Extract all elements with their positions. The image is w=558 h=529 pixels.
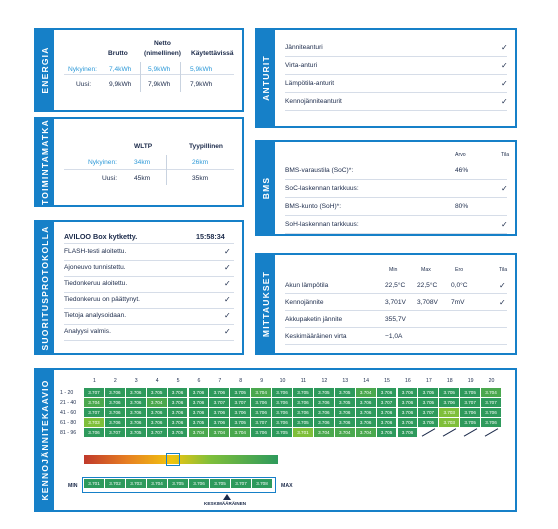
voltage-cell: 3.706 — [189, 388, 209, 397]
check-icon: ✓ — [224, 247, 231, 256]
protokolla-divider — [64, 340, 234, 341]
suoritusprotokolla-side-label — [36, 222, 54, 353]
energia-row-new-kaytettavissa: 7,9kWh — [190, 81, 213, 88]
voltage-cell: 3.706 — [272, 388, 292, 397]
bms-col-arvo: Arvo — [455, 152, 466, 158]
kennojannitekaavio-title: KENNOJÄNNITEKAAVIO — [40, 379, 50, 501]
voltage-cell: 3.706 — [293, 408, 313, 417]
check-icon: ✓ — [501, 97, 508, 106]
gradient-highlight — [166, 453, 180, 466]
voltage-cell: 3.706 — [377, 418, 397, 427]
voltage-cell: 3.706 — [335, 408, 355, 417]
voltage-cell: 3.706 — [84, 428, 104, 437]
voltage-cell: 3.706 — [439, 398, 459, 407]
voltage-cell: 3.701 — [293, 428, 313, 437]
voltage-cell-empty — [422, 428, 435, 436]
anturit-divider — [285, 110, 507, 111]
voltage-row-label: 1 - 20 — [60, 390, 74, 396]
voltage-cell: 3.706 — [251, 398, 271, 407]
mittaukset-col-max: Max — [421, 267, 431, 273]
scale-value: 3.703 — [126, 479, 146, 488]
scale-value: 3.706 — [189, 479, 209, 488]
toimintamatka-title: TOIMINTAMATKA — [40, 119, 50, 205]
voltage-cell: 3.707 — [377, 398, 397, 407]
mittaukset-divider — [285, 310, 507, 311]
voltage-cell: 3.704 — [251, 388, 271, 397]
voltage-column-header: 12 — [321, 378, 328, 384]
protokolla-divider — [64, 308, 234, 309]
energia-row-new-brutto: 9,9kWh — [109, 81, 132, 88]
check-icon: ✓ — [499, 281, 506, 290]
mittaukset-row-max: 3,708V — [417, 299, 438, 306]
voltage-cell: 3.706 — [481, 408, 501, 417]
energia-col-brutto: Brutto — [108, 50, 128, 57]
voltage-cell: 3.707 — [460, 398, 480, 407]
voltage-cell: 3.706 — [377, 408, 397, 417]
voltage-cell: 3.706 — [272, 418, 292, 427]
voltage-cell: 3.706 — [398, 388, 418, 397]
toimintamatka-divider — [64, 169, 234, 170]
voltage-cell: 3.706 — [314, 398, 334, 407]
voltage-cell: 3.705 — [293, 388, 313, 397]
voltage-cell: 3.705 — [418, 388, 438, 397]
voltage-cell: 3.706 — [189, 398, 209, 407]
scale-value: 3.705 — [168, 479, 188, 488]
toimintamatka-panel — [34, 117, 244, 207]
bms-side-label — [257, 142, 275, 234]
voltage-cell: 3.706 — [398, 408, 418, 417]
mittaukset-row-min: −1,0A — [385, 333, 403, 340]
voltage-cell: 3.706 — [168, 398, 188, 407]
mittaukset-row-max: 22,5°C — [417, 282, 438, 289]
energia-row-current-brutto: 7,4kWh — [109, 66, 132, 73]
voltage-cell: 3.706 — [209, 418, 229, 427]
check-icon: ✓ — [224, 327, 231, 336]
voltage-cell: 3.705 — [418, 398, 438, 407]
gradient-bar — [84, 455, 278, 464]
voltage-column-header: 17 — [425, 378, 432, 384]
voltage-cell-empty — [464, 428, 477, 436]
energia-col-netto-sub: (nimellinen) — [144, 50, 181, 57]
voltage-column-header: 8 — [239, 378, 243, 384]
voltage-column-header: 11 — [300, 378, 307, 384]
mittaukset-row-label: Keskimääräinen virta — [285, 333, 347, 340]
voltage-cell: 3.705 — [314, 388, 334, 397]
voltage-cell: 3.705 — [189, 418, 209, 427]
protokolla-divider — [64, 276, 234, 277]
energia-row-current-netto: 5,9kWh — [148, 66, 171, 73]
voltage-cell: 3.706 — [251, 408, 271, 417]
check-icon: ✓ — [501, 184, 508, 193]
voltage-cell: 3.706 — [105, 398, 125, 407]
mittaukset-row-label: Kennojännite — [285, 299, 324, 306]
check-icon: ✓ — [501, 220, 508, 229]
voltage-cell: 3.706 — [147, 408, 167, 417]
mittaukset-side-label — [257, 255, 275, 353]
check-icon: ✓ — [224, 295, 231, 304]
check-icon: ✓ — [499, 298, 506, 307]
voltage-cell: 3.704 — [356, 428, 376, 437]
bms-row-label: BMS-kunto (SoH)*: — [285, 203, 342, 210]
voltage-cell: 3.706 — [356, 408, 376, 417]
mittaukset-row-min: 22,5°C — [385, 282, 406, 289]
protokolla-item: Tiedonkeruu on päättynyt. — [64, 296, 140, 303]
bms-col-tila: Tila — [501, 152, 510, 158]
voltage-cell: 3.704 — [84, 398, 104, 407]
voltage-cell: 3.704 — [356, 388, 376, 397]
suoritusprotokolla-title: SUORITUSPROTOKOLLA — [40, 225, 50, 350]
voltage-cell: 3.706 — [398, 398, 418, 407]
voltage-column-header: 16 — [405, 378, 411, 384]
voltage-cell: 3.706 — [272, 398, 292, 407]
scale-value: 3.708 — [252, 479, 272, 488]
voltage-column-header: 9 — [260, 378, 264, 384]
voltage-column-header: 13 — [342, 378, 349, 384]
voltage-cell: 3.704 — [147, 398, 167, 407]
voltage-cell-empty — [443, 428, 456, 436]
protokolla-item: Analyysi valmis. — [64, 328, 111, 335]
voltage-column-header: 6 — [197, 378, 201, 384]
protokolla-item: Tietoja analysoidaan. — [64, 312, 127, 319]
voltage-cell: 3.706 — [356, 398, 376, 407]
voltage-cell: 3.706 — [168, 418, 188, 427]
check-icon: ✓ — [224, 279, 231, 288]
bms-row-label: BMS-varaustila (SoC)*: — [285, 167, 354, 174]
scale-value: 3.702 — [105, 479, 125, 488]
scale-min-label: MIN — [68, 483, 78, 489]
toimintamatka-row-current-label: Nykyinen: — [88, 159, 117, 166]
bms-row-label: SoH-laskennan tarkkuus: — [285, 221, 359, 228]
scale-value: 3.705 — [210, 479, 230, 488]
voltage-column-header: 2 — [113, 378, 117, 384]
mittaukset-row-label: Akkupaketin jännite — [285, 316, 343, 323]
voltage-cell: 3.706 — [105, 388, 125, 397]
voltage-cell: 3.704 — [189, 428, 209, 437]
bms-divider — [285, 179, 507, 180]
protokolla-time: 15:58:34 — [196, 232, 225, 241]
toimintamatka-row-new-wltp: 45km — [134, 175, 151, 182]
voltage-cell: 3.706 — [209, 388, 229, 397]
toimintamatka-col-typ: Tyypillinen — [189, 143, 223, 150]
voltage-cell: 3.705 — [147, 388, 167, 397]
mittaukset-row-label: Akun lämpötila — [285, 282, 329, 289]
voltage-column-header: 18 — [446, 378, 453, 384]
mittaukset-col-min: Min — [389, 267, 398, 273]
voltage-cell: 3.706 — [251, 428, 271, 437]
energia-col-kaytettavissa: Käytettävissä — [191, 50, 234, 57]
energia-row-current-kaytettavissa: 5,9kWh — [190, 66, 213, 73]
voltage-cell: 3.707 — [209, 398, 229, 407]
voltage-column-header: 4 — [155, 378, 159, 384]
bms-title: BMS — [261, 176, 271, 200]
anturit-divider — [285, 92, 507, 93]
voltage-row-label: 41 - 60 — [60, 410, 77, 416]
anturit-item: Kennojänniteanturit — [285, 98, 342, 105]
protokolla-divider — [64, 292, 234, 293]
scale-value: 3.707 — [231, 479, 251, 488]
toimintamatka-row-new-typ: 35km — [192, 175, 209, 182]
mittaukset-divider — [285, 293, 507, 294]
voltage-cell: 3.705 — [460, 418, 480, 427]
mittaukset-col-tila: Tila — [499, 267, 508, 273]
check-icon: ✓ — [501, 79, 508, 88]
protokolla-heading-divider — [64, 243, 234, 244]
energia-row-current-label: Nykyinen: — [68, 66, 97, 73]
voltage-cell: 3.706 — [335, 418, 355, 427]
check-icon: ✓ — [501, 43, 508, 52]
scale-marker-label: KESKIMÄÄRÄINEN — [204, 501, 247, 506]
kennojannitekaavio-panel — [34, 368, 517, 512]
scale-marker-icon — [223, 494, 231, 500]
voltage-row-label: 61 - 80 — [60, 420, 77, 426]
anturit-item: Lämpötila-anturit — [285, 80, 335, 87]
voltage-cell: 3.704 — [209, 428, 229, 437]
protokolla-item: Ajoneuvo tunnistettu. — [64, 264, 126, 271]
voltage-cell: 3.706 — [126, 398, 146, 407]
mittaukset-row-min: 355,7V — [385, 316, 406, 323]
bms-divider — [285, 197, 507, 198]
voltage-cell: 3.707 — [251, 418, 271, 427]
voltage-cell: 3.704 — [314, 428, 334, 437]
voltage-column-header: 14 — [363, 378, 370, 384]
voltage-column-header: 19 — [467, 378, 474, 384]
anturit-divider — [285, 74, 507, 75]
anturit-panel — [255, 28, 517, 128]
check-icon: ✓ — [224, 263, 231, 272]
voltage-cell: 3.705 — [230, 418, 250, 427]
voltage-cell: 3.706 — [168, 408, 188, 417]
mittaukset-row-ero: 7mV — [451, 299, 465, 306]
energia-side-label — [36, 30, 54, 110]
toimintamatka-col-wltp: WLTP — [134, 143, 153, 150]
anturit-side-label — [257, 30, 275, 126]
voltage-row-label: 21 - 40 — [60, 400, 77, 406]
toimintamatka-side-label — [36, 119, 54, 205]
voltage-cell: 3.706 — [314, 408, 334, 417]
voltage-cell: 3.706 — [377, 388, 397, 397]
voltage-cell: 3.706 — [105, 408, 125, 417]
voltage-cell: 3.707 — [230, 398, 250, 407]
scale-value: 3.704 — [147, 479, 167, 488]
voltage-cell: 3.706 — [126, 388, 146, 397]
mittaukset-divider — [285, 344, 507, 345]
voltage-column-header: 5 — [176, 378, 180, 384]
protokolla-item: FLASH-testi aloitettu. — [64, 248, 127, 255]
voltage-cell: 3.707 — [84, 388, 104, 397]
energia-row-new-label: Uusi: — [76, 81, 92, 88]
voltage-cell: 3.704 — [230, 428, 250, 437]
bms-panel — [255, 140, 517, 236]
check-icon: ✓ — [224, 311, 231, 320]
voltage-cell: 3.703 — [439, 408, 459, 417]
voltage-cell: 3.706 — [293, 398, 313, 407]
anturit-title: ANTURIT — [261, 55, 271, 101]
voltage-cell: 3.705 — [439, 388, 459, 397]
voltage-cell: 3.705 — [460, 388, 480, 397]
voltage-cell: 3.703 — [439, 418, 459, 427]
voltage-cell: 3.706 — [126, 408, 146, 417]
voltage-column-header: 20 — [488, 378, 495, 384]
voltage-cell: 3.705 — [293, 418, 313, 427]
voltage-cell: 3.706 — [126, 418, 146, 427]
voltage-cell: 3.706 — [168, 388, 188, 397]
anturit-item: Jänniteanturi — [285, 44, 323, 51]
energia-vline-2 — [180, 62, 181, 92]
suoritusprotokolla-panel — [34, 220, 244, 355]
bms-divider — [285, 215, 507, 216]
voltage-column-header: 3 — [134, 378, 138, 384]
bms-row-arvo: 46% — [455, 167, 469, 174]
voltage-cell: 3.705 — [377, 428, 397, 437]
voltage-cell: 3.706 — [398, 418, 418, 427]
voltage-cell: 3.706 — [314, 418, 334, 427]
protokolla-divider — [64, 324, 234, 325]
voltage-cell: 3.706 — [272, 408, 292, 417]
energia-row-new-netto: 7,9kWh — [148, 81, 171, 88]
toimintamatka-vline — [166, 155, 167, 185]
voltage-cell: 3.705 — [230, 388, 250, 397]
voltage-cell: 3.704 — [481, 388, 501, 397]
voltage-cell: 3.704 — [335, 428, 355, 437]
voltage-cell: 3.707 — [147, 428, 167, 437]
energia-divider — [64, 74, 234, 75]
mittaukset-col-ero: Ero — [455, 267, 464, 273]
toimintamatka-row-current-typ: 26km — [192, 159, 209, 166]
voltage-cell: 3.707 — [84, 408, 104, 417]
toimintamatka-row-current-wltp: 34km — [134, 159, 151, 166]
voltage-cell: 3.703 — [84, 418, 104, 427]
voltage-cell: 3.705 — [168, 428, 188, 437]
voltage-cell: 3.705 — [126, 428, 146, 437]
check-icon: ✓ — [501, 61, 508, 70]
anturit-divider — [285, 56, 507, 57]
voltage-row-label: 81 - 96 — [60, 430, 77, 436]
voltage-column-header: 15 — [384, 378, 390, 384]
mittaukset-divider — [285, 327, 507, 328]
bms-row-label: SoC-laskennan tarkkuus: — [285, 185, 359, 192]
bms-row-arvo: 80% — [455, 203, 469, 210]
voltage-cell: 3.706 — [481, 418, 501, 427]
voltage-cell: 3.705 — [272, 428, 292, 437]
energia-vline-1 — [140, 62, 141, 92]
voltage-cell: 3.705 — [335, 388, 355, 397]
energia-title: ENERGIA — [40, 46, 50, 94]
voltage-cell: 3.706 — [105, 418, 125, 427]
energia-col-netto: Netto — [154, 40, 171, 47]
voltage-cell: 3.706 — [230, 408, 250, 417]
voltage-cell: 3.705 — [418, 418, 438, 427]
voltage-cell: 3.706 — [189, 408, 209, 417]
bms-divider — [285, 233, 507, 234]
voltage-cell: 3.707 — [481, 398, 501, 407]
scale-max-label: MAX — [281, 483, 293, 489]
energia-panel — [34, 28, 244, 112]
voltage-cell: 3.707 — [418, 408, 438, 417]
mittaukset-title: MITTAUKSET — [261, 270, 271, 338]
voltage-cell: 3.706 — [209, 408, 229, 417]
kennojannitekaavio-side-label — [36, 370, 54, 510]
anturit-item: Virta-anturi — [285, 62, 318, 69]
mittaukset-row-ero: 0,0°C — [451, 282, 468, 289]
mittaukset-panel — [255, 253, 517, 355]
toimintamatka-row-new-label: Uusi: — [102, 175, 118, 182]
voltage-cell: 3.706 — [398, 428, 418, 437]
voltage-cell: 3.706 — [356, 418, 376, 427]
voltage-cell-empty — [485, 428, 498, 436]
protokolla-heading: AVILOO Box kytketty. — [64, 232, 138, 241]
voltage-column-header: 1 — [93, 378, 96, 384]
voltage-cell: 3.706 — [147, 418, 167, 427]
protokolla-item: Tiedonkeruu aloitettu. — [64, 280, 128, 287]
voltage-cell: 3.705 — [335, 398, 355, 407]
voltage-cell: 3.706 — [460, 408, 480, 417]
voltage-cell: 3.707 — [105, 428, 125, 437]
scale-value: 3.701 — [84, 479, 104, 488]
mittaukset-row-min: 3,701V — [385, 299, 406, 306]
protokolla-divider — [64, 260, 234, 261]
voltage-column-header: 7 — [218, 378, 222, 384]
voltage-column-header: 10 — [279, 378, 286, 384]
